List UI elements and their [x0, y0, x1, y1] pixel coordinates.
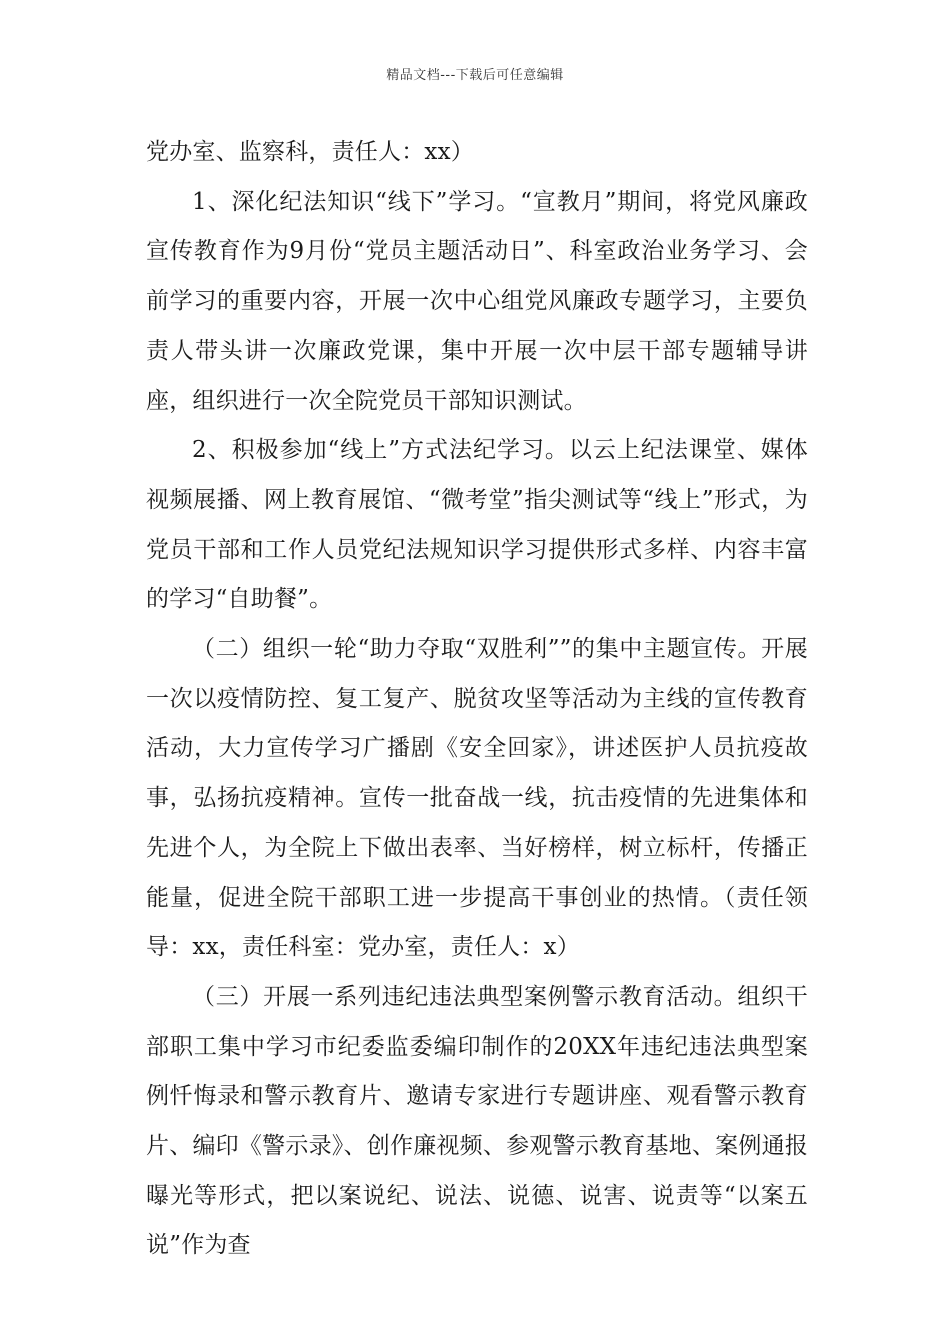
paragraph-online-study: 2、积极参加“线上”方式法纪学习。以云上纪法课堂、媒体视频展播、网上教育展馆、“微考堂”指尖测试等“线上”形式，为党员干部和工作人员党纪法规知识学习提供形式多样、内容丰富的学习“自助餐”。	[146, 437, 808, 613]
paragraph-theme-publicity: （二）组织一轮“助力夺取“双胜利””的集中主题宣传。开展一次以疫情防控、复工复产、脱贫攻坚等活动为主线的宣传教育活动，大力宣传学习广播剧《安全回家》，讲述医护人员抗疫故事，弘扬抗疫精神。宣传一批奋战一线，抗击疫情的先进集体和先进个人，为全院上下做出表率、当好榜样，树立标杆，传播正能量，促进全院干部职工进一步提高干事创业的热情。（责任领导：xx，责任科室：党办室，责任人：x）	[146, 636, 808, 961]
paragraph-continuation: 党办室、监察科，责任人：xx）	[146, 139, 474, 165]
page-header: 精品文档---下载后可任意编辑	[386, 68, 564, 83]
paragraph-offline-study: 1、深化纪法知识“线下”学习。“宣教月”期间，将党风廉政宣传教育作为9月份“党员主题活动日”、科室政治业务学习、会前学习的重要内容，开展一次中心组党风廉政专题学习，主要负责人带头讲一次廉政党课，集中开展一次中层干部专题辅导讲座，组织进行一次全院党员干部知识测试。	[146, 188, 808, 414]
paragraph-warning-education: （三）开展一系列违纪违法典型案例警示教育活动。组织干部职工集中学习市纪委监委编印制作的20XX年违纪违法典型案例忏悔录和警示教育片、邀请专家进行专题讲座、观看警示教育片、编印《警示录》、创作廉视频、参观警示教育基地、案例通报曝光等形式，把以案说纪、说法、说德、说害、说责等“以案五说”作为查	[146, 983, 808, 1259]
document-body	[146, 128, 808, 1271]
